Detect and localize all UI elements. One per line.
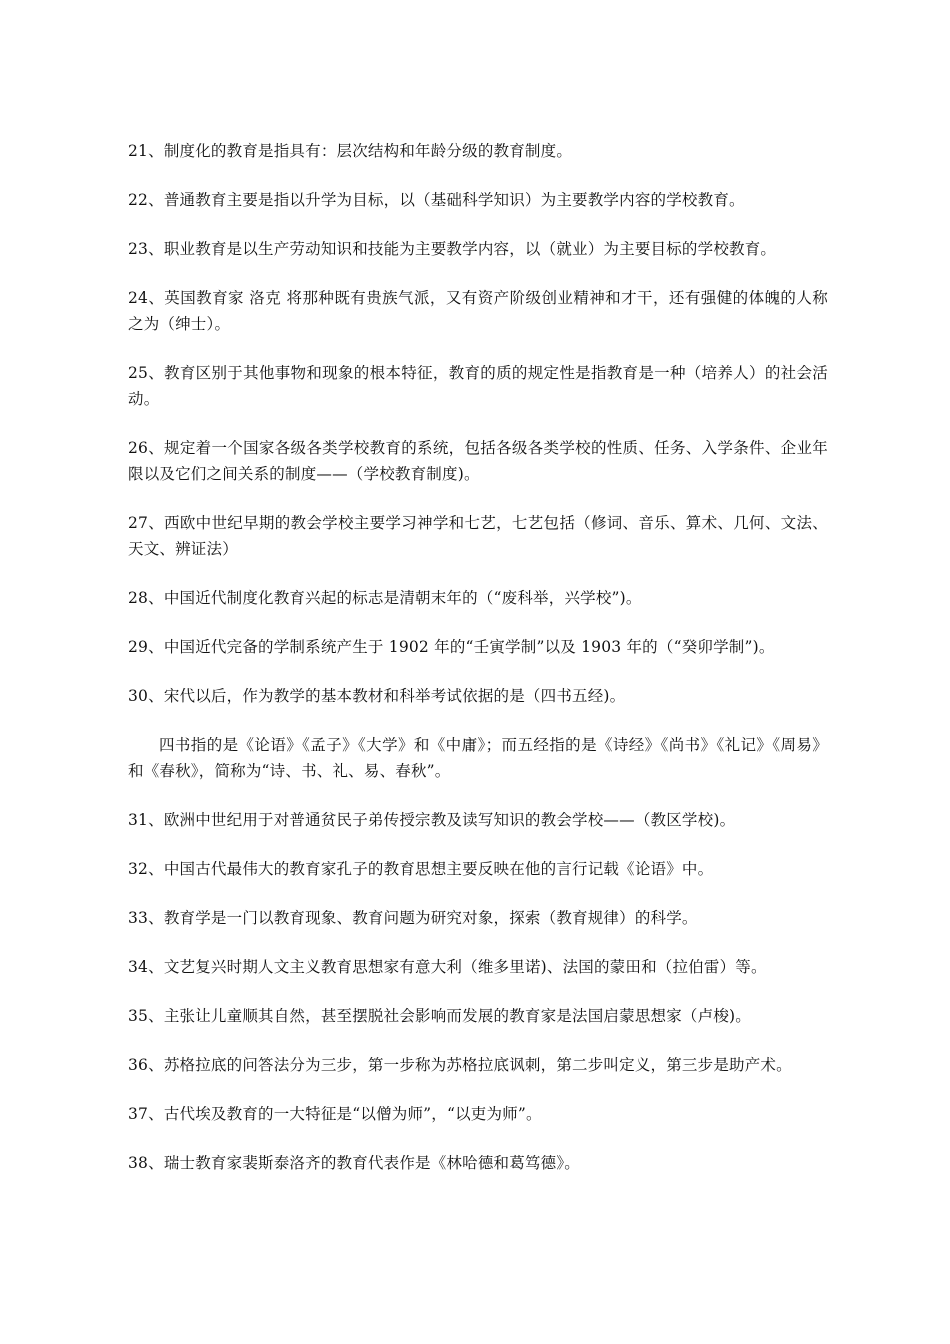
paragraph-26: 26、规定着一个国家各级各类学校教育的系统，包括各级各类学校的性质、任务、入学条件、企业年限以及它们之间关系的制度——（学校教育制度)。 — [128, 439, 828, 483]
paragraph-35: 35、主张让儿童顺其自然，甚至摆脱社会影响而发展的教育家是法国启蒙思想家（卢梭)。 — [128, 1007, 751, 1025]
paragraph-37: 37、古代埃及教育的一大特征是“以僧为师”，“以吏为师”。 — [128, 1105, 542, 1123]
paragraph-22: 22、普通教育主要是指以升学为目标，以（基础科学知识）为主要教学内容的学校教育。 — [128, 191, 745, 209]
paragraph-33: 33、教育学是一门以教育现象、教育问题为研究对象，探索（教育规律）的科学。 — [128, 909, 698, 927]
paragraph-30: 30、宋代以后，作为教学的基本教材和科举考试依据的是（四书五经)。 — [128, 687, 626, 705]
paragraph-25: 25、教育区别于其他事物和现象的根本特征，教育的质的规定性是指教育是一种（培养人）的社会活动。 — [128, 364, 828, 408]
paragraph-36: 36、苏格拉底的问答法分为三步，第一步称为苏格拉底讽刺，第二步叫定义，第三步是助产术。 — [128, 1056, 792, 1074]
paragraph-31: 31、欧洲中世纪用于对普通贫民子弟传授宗教及读写知识的教会学校——（教区学校)。 — [128, 811, 736, 829]
paragraph-21: 21、制度化的教育是指具有：层次结构和年龄分级的教育制度。 — [128, 142, 573, 160]
paragraph-28: 28、中国近代制度化教育兴起的标志是清朝末年的（“废科举，兴学校”)。 — [128, 589, 642, 607]
paragraph-27: 27、西欧中世纪早期的教会学校主要学习神学和七艺，七艺包括（修词、音乐、算术、几何、文法、天文、辨证法） — [128, 514, 828, 558]
paragraph-29: 29、中国近代完备的学制系统产生于 1902 年的“壬寅学制”以及 1903 年的（“癸卯学制”)。 — [128, 638, 775, 656]
paragraph-24: 24、英国教育家 洛克 将那种既有贵族气派，又有资产阶级创业精神和才干，还有强健的体魄的人称之为（绅士）。 — [128, 289, 828, 333]
paragraph-30-note: 四书指的是《论语》《孟子》《大学》和《中庸》；而五经指的是《诗经》《尚书》《礼记》《周易》和《春秋》，简称为“诗、书、礼、易、春秋”。 — [128, 736, 828, 780]
paragraph-23: 23、职业教育是以生产劳动知识和技能为主要教学内容，以（就业）为主要目标的学校教育。 — [128, 240, 777, 258]
paragraph-34: 34、文艺复兴时期人文主义教育思想家有意大利（维多里诺)、法国的蒙田和（拉伯雷）等。 — [128, 958, 767, 976]
paragraph-32: 32、中国古代最伟大的教育家孔子的教育思想主要反映在他的言行记载《论语》中。 — [128, 860, 714, 878]
document-body — [128, 138, 828, 1199]
paragraph-38: 38、瑞士教育家裴斯泰洛齐的教育代表作是《林哈德和葛笃德》。 — [128, 1154, 580, 1172]
